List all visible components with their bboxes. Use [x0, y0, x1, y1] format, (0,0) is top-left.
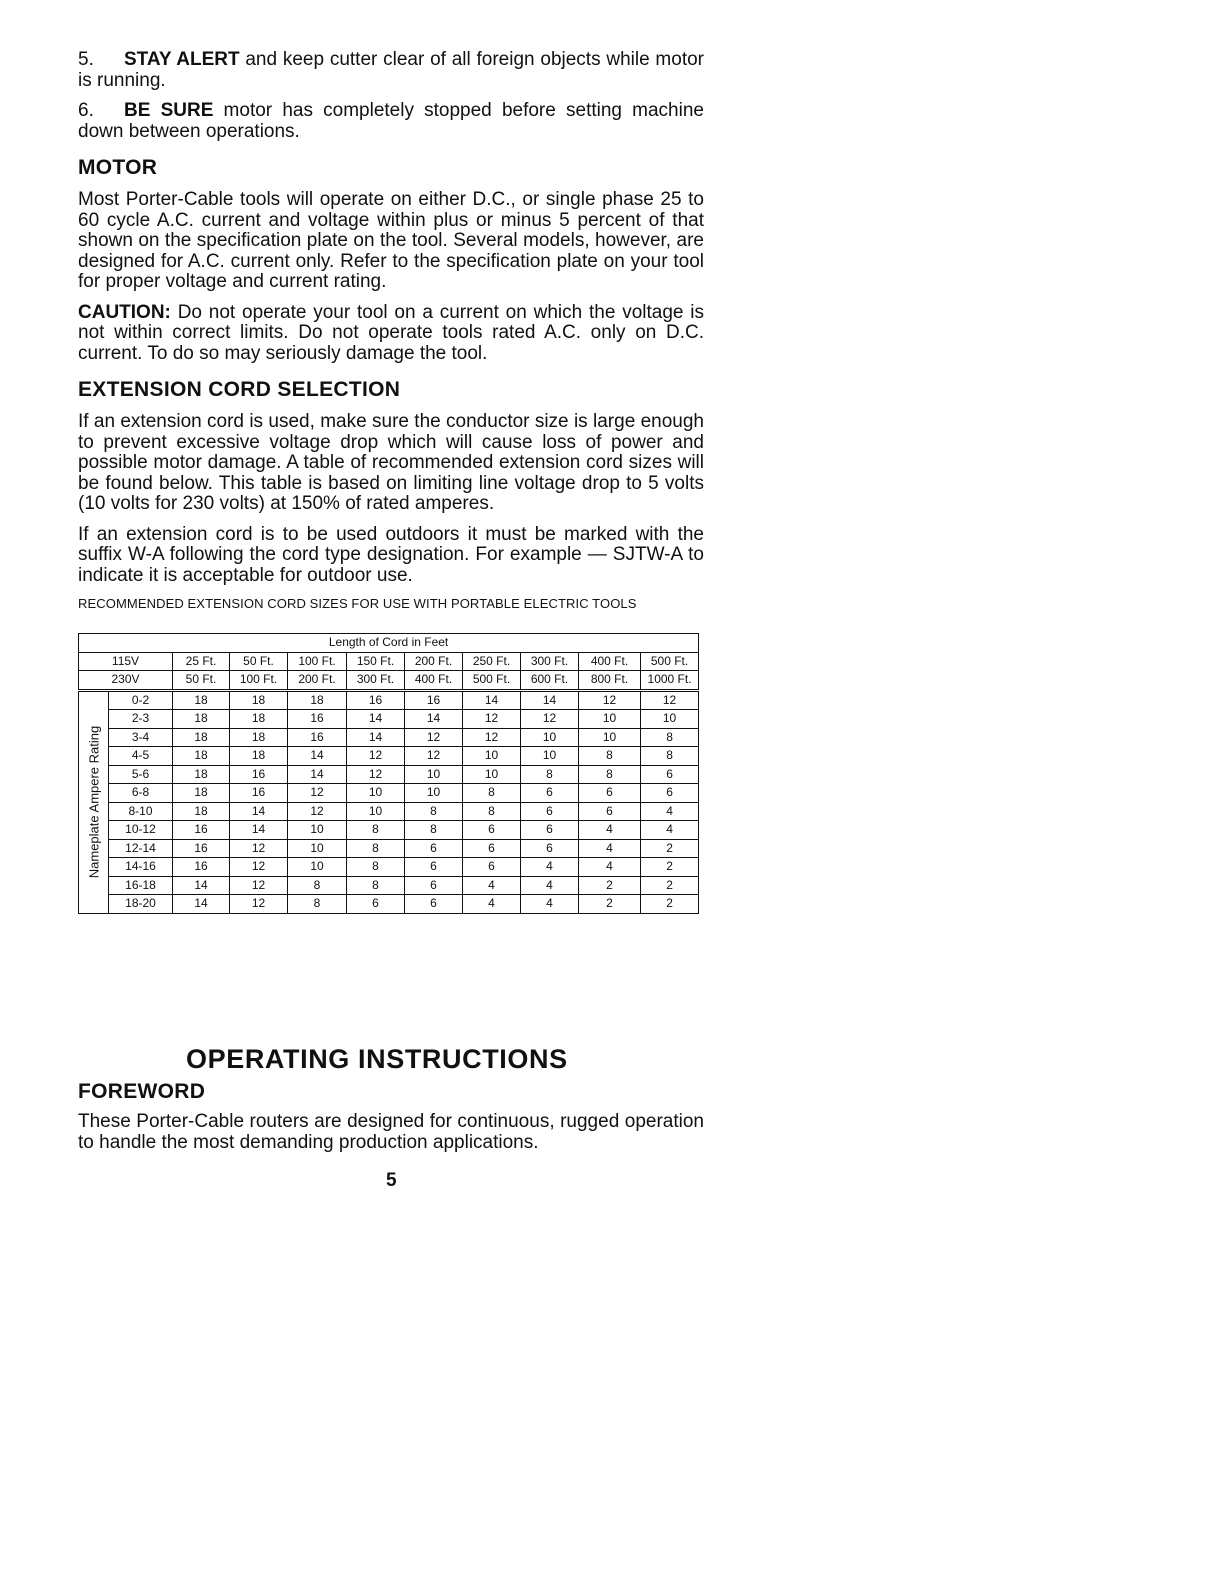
gauge-cell: 2 [641, 895, 699, 914]
page-number: 5 [386, 1170, 397, 1191]
gauge-cell: 8 [463, 784, 521, 803]
gauge-cell: 6 [641, 784, 699, 803]
gauge-cell: 6 [579, 784, 641, 803]
length-cell: 150 Ft. [347, 652, 405, 671]
gauge-cell: 10 [288, 821, 347, 840]
gauge-cell: 6 [405, 895, 463, 914]
gauge-cell: 10 [288, 839, 347, 858]
length-cell: 400 Ft. [405, 671, 463, 691]
gauge-cell: 12 [347, 747, 405, 766]
table-row [79, 690, 699, 710]
gauge-cell: 14 [173, 895, 230, 914]
item-lead: BE SURE [124, 100, 214, 121]
gauge-cell: 10 [288, 858, 347, 877]
gauge-cell: 14 [230, 821, 288, 840]
gauge-cell: 2 [641, 839, 699, 858]
gauge-cell: 12 [230, 839, 288, 858]
gauge-cell: 18 [230, 710, 288, 729]
gauge-cell: 12 [641, 690, 699, 710]
ampere-rating-text: Nameplate Ampere Rating [86, 725, 101, 879]
amps-cell: 10-12 [109, 821, 173, 840]
length-cell: 500 Ft. [463, 671, 521, 691]
table-row [79, 710, 699, 729]
gauge-cell: 10 [463, 747, 521, 766]
gauge-cell: 18 [230, 728, 288, 747]
gauge-cell: 8 [405, 802, 463, 821]
table-caption: RECOMMENDED EXTENSION CORD SIZES FOR USE WITH PORTABLE ELECTRIC TOOLS [78, 596, 637, 611]
table-row [79, 802, 699, 821]
gauge-cell: 18 [173, 747, 230, 766]
gauge-cell: 10 [579, 710, 641, 729]
list-item [78, 50, 704, 91]
gauge-cell: 12 [521, 710, 579, 729]
gauge-cell: 4 [521, 858, 579, 877]
gauge-cell: 8 [288, 876, 347, 895]
item-text: and keep cutter clear of all foreign objects while motor is running. [78, 49, 704, 91]
gauge-cell: 16 [230, 765, 288, 784]
gauge-cell: 8 [641, 747, 699, 766]
amps-cell: 12-14 [109, 839, 173, 858]
amps-cell: 16-18 [109, 876, 173, 895]
length-cell: 100 Ft. [230, 671, 288, 691]
gauge-cell: 16 [173, 858, 230, 877]
gauge-cell: 10 [463, 765, 521, 784]
gauge-cell: 12 [230, 858, 288, 877]
gauge-cell: 8 [347, 858, 405, 877]
gauge-cell: 18 [173, 802, 230, 821]
gauge-cell: 4 [463, 876, 521, 895]
motor-paragraph: Most Porter-Cable tools will operate on either D.C., or single phase 25 to 60 cycle A.C. current and voltage within plus or minus 5 percent of that shown on the specification plate on the tool. Several models, however, are designed for A.C. current only. Refer to the specification plate on your tool for proper voltage and current rating. [78, 189, 704, 292]
item-number: 5. [78, 49, 94, 70]
length-cell: 800 Ft. [579, 671, 641, 691]
table-header-row [79, 634, 699, 653]
length-cell: 200 Ft. [288, 671, 347, 691]
amps-cell: 5-6 [109, 765, 173, 784]
extension-paragraph-1: If an extension cord is used, make sure the conductor size is large enough to prevent excessive voltage drop which will cause loss of power and possible motor damage. A table of recommended extension cord sizes will be found below. This table is based on limiting line voltage drop to 5 volts (10 volts for 230 volts) at 150% of rated amperes. [78, 411, 704, 514]
table-row [79, 895, 699, 914]
length-cell: 400 Ft. [579, 652, 641, 671]
gauge-cell: 2 [641, 876, 699, 895]
gauge-cell: 4 [521, 895, 579, 914]
amps-cell: 4-5 [109, 747, 173, 766]
operating-instructions-title: OPERATING INSTRUCTIONS [186, 1044, 568, 1074]
gauge-cell: 8 [347, 876, 405, 895]
gauge-cell: 14 [347, 710, 405, 729]
item-text: motor has completely stopped before setting machine down between operations. [78, 100, 704, 142]
gauge-cell: 8 [579, 765, 641, 784]
gauge-cell: 10 [579, 728, 641, 747]
gauge-cell: 18 [230, 690, 288, 710]
gauge-cell: 8 [405, 821, 463, 840]
length-cell: 200 Ft. [405, 652, 463, 671]
gauge-cell: 10 [521, 728, 579, 747]
gauge-cell: 12 [579, 690, 641, 710]
gauge-cell: 16 [347, 690, 405, 710]
gauge-cell: 12 [347, 765, 405, 784]
gauge-cell: 6 [405, 839, 463, 858]
length-cell: 100 Ft. [288, 652, 347, 671]
gauge-cell: 2 [579, 895, 641, 914]
gauge-cell: 8 [521, 765, 579, 784]
gauge-cell: 4 [641, 821, 699, 840]
gauge-cell: 4 [579, 839, 641, 858]
gauge-cell: 16 [230, 784, 288, 803]
caution-lead: CAUTION: [78, 301, 171, 323]
gauge-cell: 18 [173, 710, 230, 729]
gauge-cell: 14 [288, 765, 347, 784]
amps-cell: 14-16 [109, 858, 173, 877]
gauge-cell: 12 [405, 728, 463, 747]
gauge-cell: 4 [579, 821, 641, 840]
gauge-cell: 18 [288, 690, 347, 710]
gauge-cell: 14 [288, 747, 347, 766]
gauge-cell: 6 [521, 802, 579, 821]
gauge-cell: 4 [579, 858, 641, 877]
gauge-cell: 10 [405, 765, 463, 784]
gauge-cell: 14 [173, 876, 230, 895]
amps-cell: 0-2 [109, 690, 173, 710]
gauge-cell: 10 [347, 802, 405, 821]
caution-text: Do not operate your tool on a current on which the voltage is not within correct limits. Do not operate tools rated A.C. only on D.C. current. To do so may seriously damage the tool. [78, 301, 704, 364]
gauge-cell: 10 [521, 747, 579, 766]
voltage-label: 230V [79, 671, 173, 691]
length-cell: 500 Ft. [641, 652, 699, 671]
gauge-cell: 16 [173, 839, 230, 858]
gauge-cell: 8 [641, 728, 699, 747]
gauge-cell: 8 [347, 839, 405, 858]
gauge-cell: 14 [405, 710, 463, 729]
item-number: 6. [78, 100, 94, 121]
extension-heading: EXTENSION CORD SELECTION [78, 378, 401, 401]
length-cell: 300 Ft. [521, 652, 579, 671]
gauge-cell: 12 [288, 802, 347, 821]
length-cell: 1000 Ft. [641, 671, 699, 691]
caution-paragraph [78, 303, 704, 365]
gauge-cell: 6 [641, 765, 699, 784]
length-cell: 50 Ft. [230, 652, 288, 671]
voltage-label: 115V [79, 652, 173, 671]
gauge-cell: 18 [173, 765, 230, 784]
gauge-cell: 16 [173, 821, 230, 840]
gauge-cell: 10 [641, 710, 699, 729]
gauge-cell: 18 [173, 728, 230, 747]
amps-cell: 6-8 [109, 784, 173, 803]
length-cell: 300 Ft. [347, 671, 405, 691]
gauge-cell: 4 [463, 895, 521, 914]
table-row [79, 876, 699, 895]
gauge-cell: 6 [347, 895, 405, 914]
gauge-cell: 18 [230, 747, 288, 766]
table-row [79, 728, 699, 747]
gauge-cell: 6 [463, 858, 521, 877]
gauge-cell: 6 [521, 839, 579, 858]
length-cell: 600 Ft. [521, 671, 579, 691]
gauge-cell: 12 [230, 876, 288, 895]
motor-heading: MOTOR [78, 156, 158, 179]
gauge-cell: 10 [405, 784, 463, 803]
foreword-paragraph: These Porter-Cable routers are designed for continuous, rugged operation to handle the most demanding production applications. [78, 1111, 704, 1153]
gauge-cell: 18 [173, 690, 230, 710]
foreword-heading: FOREWORD [78, 1080, 206, 1103]
gauge-cell: 12 [405, 747, 463, 766]
extension-paragraph-2: If an extension cord is to be used outdoors it must be marked with the suffix W-A following the cord type designation. For example — SJTW-A to indicate it is acceptable for outdoor use. [78, 523, 704, 586]
gauge-cell: 8 [288, 895, 347, 914]
foreword-section [78, 1080, 704, 1153]
gauge-cell: 18 [173, 784, 230, 803]
gauge-cell: 8 [463, 802, 521, 821]
length-cell: 250 Ft. [463, 652, 521, 671]
gauge-cell: 6 [405, 876, 463, 895]
gauge-cell: 16 [405, 690, 463, 710]
gauge-cell: 4 [521, 876, 579, 895]
gauge-cell: 14 [347, 728, 405, 747]
gauge-cell: 14 [521, 690, 579, 710]
amps-cell: 2-3 [109, 710, 173, 729]
amps-cell: 18-20 [109, 895, 173, 914]
table-row-230v [79, 671, 699, 691]
table-row-115v [79, 652, 699, 671]
gauge-cell: 6 [521, 784, 579, 803]
item-lead: STAY ALERT [124, 49, 240, 70]
gauge-cell: 10 [347, 784, 405, 803]
gauge-cell: 6 [405, 858, 463, 877]
table-row [79, 858, 699, 877]
gauge-cell: 6 [463, 821, 521, 840]
gauge-cell: 8 [347, 821, 405, 840]
gauge-cell: 6 [463, 839, 521, 858]
amps-cell: 3-4 [109, 728, 173, 747]
length-cell: 25 Ft. [173, 652, 230, 671]
gauge-cell: 8 [579, 747, 641, 766]
length-header: Length of Cord in Feet [79, 634, 699, 653]
gauge-cell: 2 [579, 876, 641, 895]
gauge-cell: 12 [463, 728, 521, 747]
table-row [79, 821, 699, 840]
gauge-cell: 12 [288, 784, 347, 803]
ampere-rating-label [79, 690, 109, 913]
gauge-cell: 12 [230, 895, 288, 914]
gauge-cell: 16 [288, 710, 347, 729]
amps-cell: 8-10 [109, 802, 173, 821]
cord-size-table [78, 633, 699, 914]
length-cell: 50 Ft. [173, 671, 230, 691]
table-row [79, 839, 699, 858]
table-row [79, 784, 699, 803]
gauge-cell: 4 [641, 802, 699, 821]
gauge-cell: 6 [579, 802, 641, 821]
gauge-cell: 16 [288, 728, 347, 747]
gauge-cell: 12 [463, 710, 521, 729]
gauge-cell: 14 [230, 802, 288, 821]
page-content [78, 50, 704, 914]
table-row [79, 747, 699, 766]
gauge-cell: 6 [521, 821, 579, 840]
table-row [79, 765, 699, 784]
list-item [78, 101, 704, 142]
gauge-cell: 14 [463, 690, 521, 710]
gauge-cell: 2 [641, 858, 699, 877]
